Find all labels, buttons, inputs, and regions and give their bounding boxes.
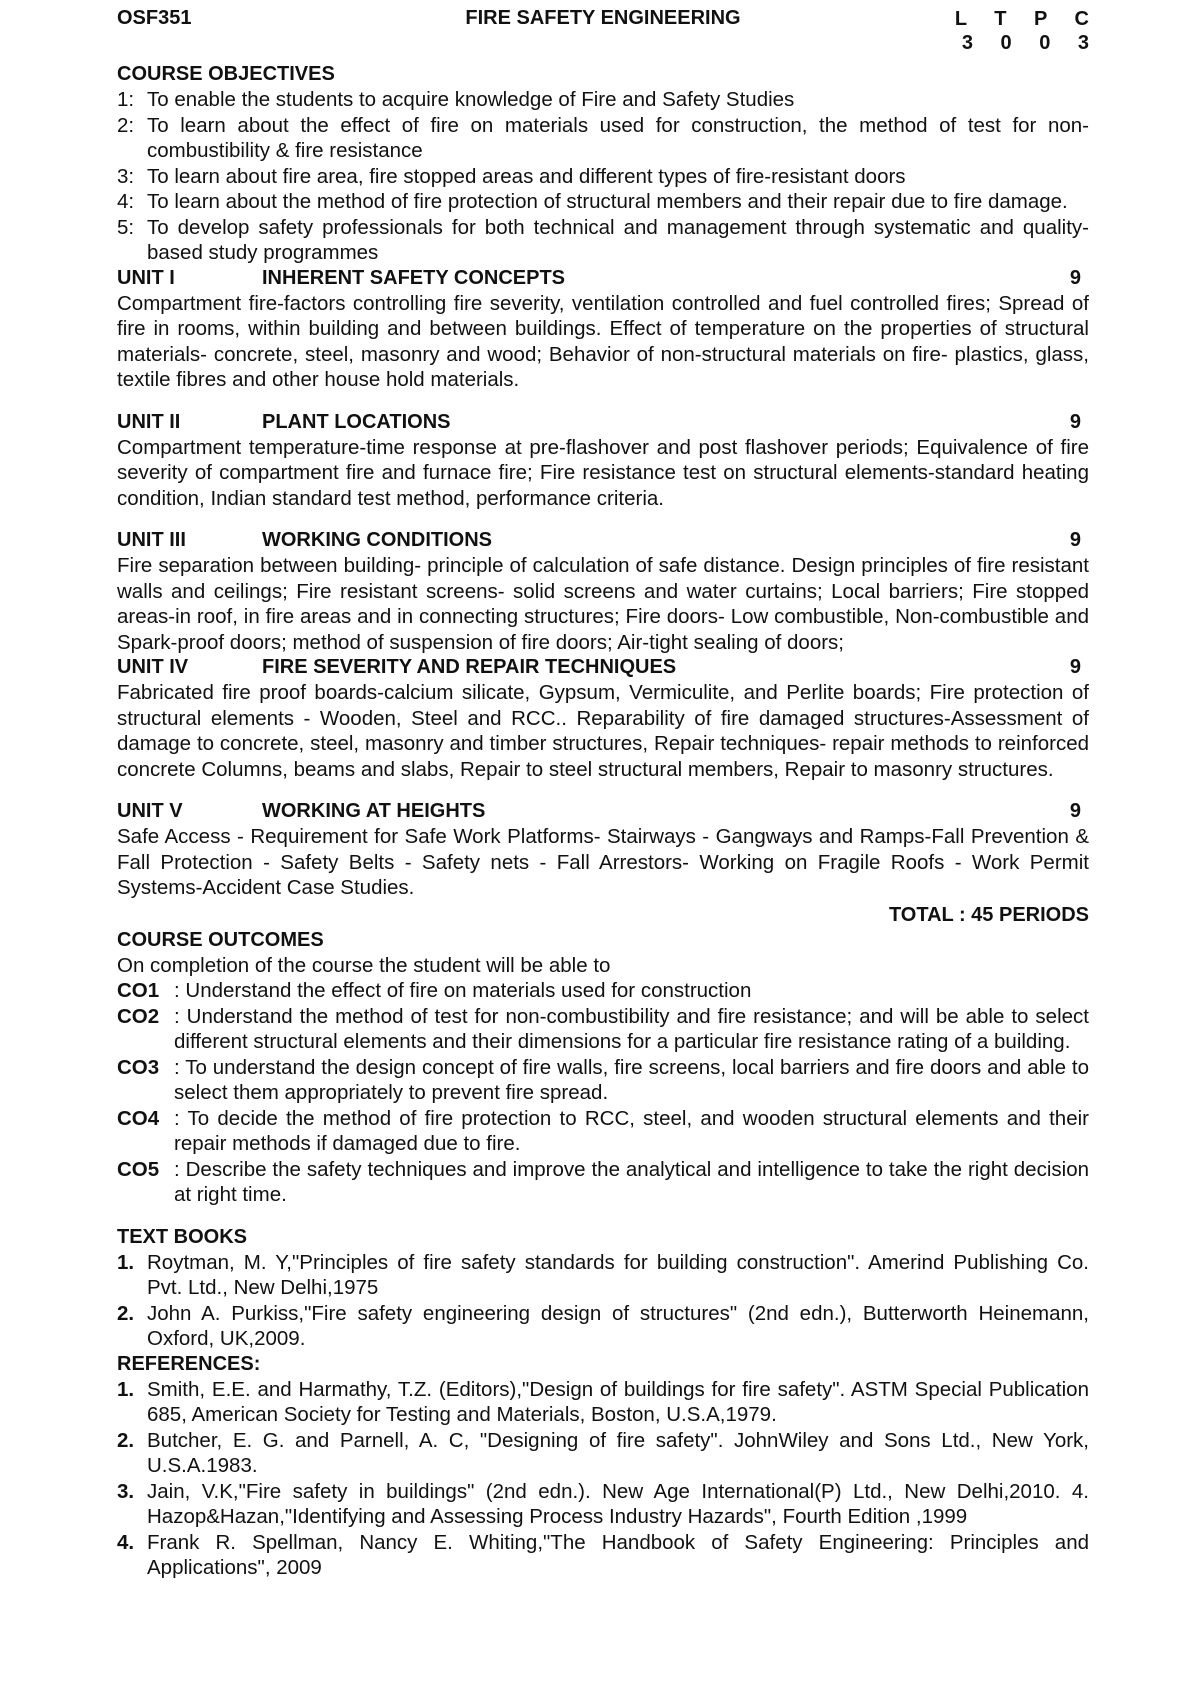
objective-number: 1:	[117, 88, 135, 111]
outcome-text: : Describe the safety techniques and improve the analytical and intelligence to take the right decision at right time.	[174, 1157, 1089, 1206]
reference-text: Butcher, E. G. and Parnell, A. C, "Designing of fire safety". JohnWiley and Sons Ltd., New York, U.S.A.1983.	[147, 1428, 1089, 1477]
unit-content: Fabricated fire proof boards-calcium silicate, Gypsum, Vermiculite, and Perlite boards; Fire protection of structural elements - Wooden, Steel and RCC.. Reparability of fire damaged structures-Assessment of damage to concrete, steel, masonry and timber structures, Repair techniques- repair methods to reinforced concrete Columns, beams and slabs, Repair to steel structural members, Repair to masonry structures.	[117, 681, 1089, 781]
unit-hours: 9	[1069, 266, 1081, 289]
text-books-section	[117, 1225, 1089, 1352]
reference-item	[117, 1428, 1089, 1479]
unit-hours: 9	[1069, 410, 1081, 433]
objective-text: To learn about the effect of fire on materials used for construction, the method of test for non-combustibility & fire resistance	[147, 113, 1089, 162]
text-book-item	[117, 1301, 1089, 1352]
outcome-item	[117, 1157, 1089, 1208]
reference-item	[117, 1377, 1089, 1428]
unit-heading	[117, 266, 1089, 291]
objective-item	[117, 87, 1089, 113]
syllabus-page	[117, 0, 1100, 1581]
outcomes-intro: On completion of the course the student will be able to	[117, 953, 611, 977]
objective-item	[117, 189, 1089, 215]
reference-text: Jain, V.K,"Fire safety in buildings" (2nd edn.). New Age International(P) Ltd., New Delhi,2010. 4. Hazop&Hazan,"Identifying and Assessing Process Industry Hazards", Fourth Edition ,1999	[147, 1479, 1089, 1528]
unit-title: PLANT LOCATIONS	[262, 410, 451, 433]
course-header	[117, 0, 1100, 62]
unit-label: UNIT I	[117, 266, 175, 289]
reference-item	[117, 1530, 1089, 1581]
references-section	[117, 1352, 1089, 1581]
course-outcomes-heading: COURSE OUTCOMES	[117, 928, 324, 951]
reference-text: Smith, E.E. and Harmathy, T.Z. (Editors),"Design of buildings for fire safety". ASTM Special Publication 685, American Society for Testing and Materials, Boston, U.S.A,1979.	[147, 1377, 1089, 1426]
unit-content: Safe Access - Requirement for Safe Work Platforms- Stairways - Gangways and Ramps-Fall Prevention & Fall Protection - Safety Belts - Safety nets - Fall Arrestors- Working on Fragile Roofs - Work Permit Systems-Accident Case Studies.	[117, 825, 1089, 899]
unit-heading	[117, 410, 1089, 435]
objective-text: To learn about fire area, fire stopped areas and different types of fire-resistant doors	[147, 164, 906, 188]
course-outcomes-section	[117, 928, 1089, 1208]
course-title: FIRE SAFETY ENGINEERING	[465, 7, 741, 29]
ltpc-block	[954, 7, 1100, 55]
objective-text: To develop safety professionals for both technical and management through systematic and quality-based study programmes	[147, 215, 1089, 264]
text-books-list	[117, 1250, 1089, 1352]
unit-hours: 9	[1069, 656, 1081, 678]
unit-label: UNIT III	[117, 529, 186, 551]
unit-content: Fire separation between building- principle of calculation of safe distance. Design principles of fire resistant walls and ceilings; Fire resistant screens- solid screens and water curtains; Local barriers; Fire stopped areas-in roof, in fire areas and in connecting structures; Fire doors- Low combustible, Non-combustible and Spark-proof doors; method of suspension of fire doors; Air-tight sealing of doors;	[117, 554, 1089, 654]
outcome-code: CO5	[117, 1157, 160, 1181]
unit-4-section	[117, 655, 1089, 782]
outcome-item	[117, 1055, 1089, 1106]
outcome-text: : To understand the design concept of fire walls, fire screens, local barriers and fire doors and able to select them appropriately to prevent fire spread.	[174, 1055, 1089, 1104]
text-book-number: 1.	[117, 1250, 135, 1274]
outcome-code: CO1	[117, 979, 160, 1002]
text-book-number: 2.	[117, 1301, 135, 1325]
reference-number: 3.	[117, 1479, 135, 1503]
text-books-heading: TEXT BOOKS	[117, 1225, 248, 1248]
objective-text: To enable the students to acquire knowledge of Fire and Safety Studies	[147, 88, 795, 111]
unit-5-section	[117, 799, 1089, 901]
unit-1-section	[117, 266, 1089, 393]
outcomes-list	[117, 978, 1089, 1208]
reference-number: 1.	[117, 1377, 135, 1401]
objective-item	[117, 215, 1089, 266]
outcome-text: : To decide the method of fire protection to RCC, steel, and wooden structural elements and their repair methods if damaged due to fire.	[174, 1106, 1089, 1155]
unit-content: Compartment temperature-time response at pre-flashover and post flashover periods; Equivalence of fire severity of compartment fire and furnace fire; Fire resistance test on structural elements-standard heating condition, Indian standard test method, performance criteria.	[117, 435, 1089, 510]
unit-2-section	[117, 410, 1089, 512]
course-objectives-section	[117, 62, 1089, 266]
ltpc-labels: L T P C	[954, 8, 1100, 30]
text-book-item	[117, 1250, 1089, 1301]
objective-item	[117, 164, 1089, 190]
unit-hours: 9	[1069, 800, 1081, 822]
unit-title: FIRE SEVERITY AND REPAIR TECHNIQUES	[262, 656, 677, 678]
outcome-item	[117, 1106, 1089, 1157]
unit-label: UNIT IV	[117, 656, 189, 678]
course-code: OSF351	[117, 7, 192, 29]
reference-number: 4.	[117, 1530, 135, 1554]
unit-title: INHERENT SAFETY CONCEPTS	[262, 266, 565, 289]
unit-title: WORKING AT HEIGHTS	[262, 800, 486, 822]
objective-number: 3:	[117, 164, 135, 188]
reference-number: 2.	[117, 1428, 135, 1452]
objective-text: To learn about the method of fire protection of structural members and their repair due to fire damage.	[147, 190, 1068, 213]
unit-content: Compartment fire-factors controlling fire severity, ventilation controlled and fuel controlled fires; Spread of fire in rooms, within building and between buildings. Effect of temperature on the properties of structural materials- concrete, steel, masonry and wood; Behavior of non-structural materials on fire- plastics, glass, textile fibres and other house hold materials.	[117, 291, 1089, 391]
reference-text: Frank R. Spellman, Nancy E. Whiting,"The Handbook of Safety Engineering: Principles and Applications", 2009	[147, 1530, 1089, 1579]
total-periods: TOTAL : 45 PERIODS	[888, 903, 1089, 926]
unit-hours: 9	[1069, 529, 1081, 551]
objective-number: 5:	[117, 215, 135, 239]
outcome-code: CO2	[117, 1004, 160, 1028]
outcome-text: : Understand the method of test for non-combustibility and fire resistance; and will be able to select different structural elements and their dimensions for a particular fire resistance rating of a building.	[174, 1004, 1089, 1053]
outcome-code: CO4	[117, 1106, 160, 1130]
objective-number: 4:	[117, 190, 135, 213]
references-heading: REFERENCES:	[117, 1352, 261, 1375]
unit-3-section	[117, 528, 1089, 655]
text-book-text: Roytman, M. Y,"Principles of fire safety standards for building construction". Amerind Publishing Co. Pvt. Ltd., New Delhi,1975	[147, 1250, 1089, 1299]
unit-heading	[117, 528, 1089, 553]
unit-heading	[117, 655, 1089, 680]
outcome-item	[117, 978, 1089, 1004]
references-list	[117, 1377, 1089, 1581]
outcome-code: CO3	[117, 1055, 160, 1079]
text-book-text: John A. Purkiss,"Fire safety engineering design of structures" (2nd edn.), Butterworth Heinemann, Oxford, UK,2009.	[147, 1301, 1089, 1350]
ltpc-values: 3 0 0 3	[961, 32, 1100, 54]
reference-item	[117, 1479, 1089, 1530]
unit-heading	[117, 799, 1089, 824]
unit-label: UNIT II	[117, 410, 181, 433]
unit-label: UNIT V	[117, 800, 183, 822]
objectives-list	[117, 87, 1089, 266]
objective-item	[117, 113, 1089, 164]
course-objectives-heading: COURSE OBJECTIVES	[117, 63, 335, 85]
unit-title: WORKING CONDITIONS	[262, 529, 492, 551]
objective-number: 2:	[117, 113, 135, 137]
outcome-text: : Understand the effect of fire on materials used for construction	[174, 979, 752, 1002]
outcome-item	[117, 1004, 1089, 1055]
